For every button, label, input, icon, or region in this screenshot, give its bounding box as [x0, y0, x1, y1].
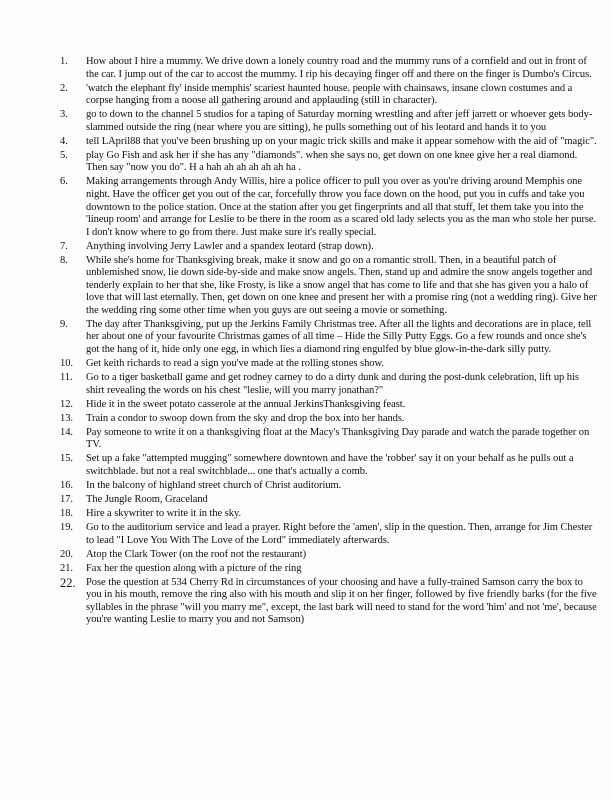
list-item — [60, 176, 598, 239]
item-text: Pay someone to write it on a thanksgiving float at the Macy's Thanksgiving Day parade and watch the parade together on TV. — [86, 426, 590, 451]
item-number: 13. — [60, 412, 73, 424]
list-item — [60, 549, 598, 562]
item-number: 14. — [60, 426, 73, 438]
list-item — [60, 136, 598, 149]
item-text: play Go Fish and ask her if she has any "diamonds". when she says no, get down on one knee give her a real diamond. Then say "now you do". H a hah ah ah ah ah ah ha . — [86, 149, 578, 174]
item-number: 2. — [60, 82, 68, 94]
item-number: 8. — [60, 254, 68, 266]
item-text: While she's home for Thanksgiving break, make it snow and go on a romantic stroll. Then, in a beautiful patch of unblemished snow, lie down side-by-side and make snow angels. Then, stand up and admire the snow angels together and tenderly explain to her that she, like Frosty, is like a snow angel that has come to life and that she has given you a halo of love that will last eternally. Then, get down on one knee and present her with a promise ring (not a wedding ring). Give her the wedding ring some other time when you guys are out seeing a movie or something. — [86, 254, 597, 316]
item-number: 11. — [60, 372, 73, 384]
item-text: The day after Thanksgiving, put up the Jerkins Family Christmas tree. After all the lights and decorations are in place, tell her about one of your favourite Christmas games of all time – Hide the Silly Putty Eggs. Go a few rounds and once she's got the hang of it, hide only one egg, in which lies a diamond ring engulfed by blue glow-in-the-dark silly putty. — [86, 318, 592, 356]
list-item — [60, 241, 598, 254]
item-number: 7. — [60, 240, 68, 252]
list-item — [60, 480, 598, 493]
item-text: Set up a fake "attempted mugging" somewhere downtown and have the 'robber' say it on your behalf as he pulls out a switchblade. but not a real switchblade... one that's actually a comb. — [86, 453, 574, 477]
list-item — [60, 413, 598, 426]
item-text: Pose the question at 534 Cherry Rd in circumstances of your choosing and have a fully-trained Samson carry the box to you in his mouth, remove the ring also with his mouth and slip it on her finger, followed by five friendly barks (for the five syllables in the phrase "will you marry me", except, the last bark will need to stand for the word 'him' and not 'me', because you're wanting Leslie to marry you and not Samson) — [86, 576, 597, 626]
item-text: Hire a skywriter to write it in the sky. — [86, 508, 242, 520]
list-item — [60, 508, 598, 521]
item-text: tell LApril88 that you've been brushing up on your magic trick skills and make it appear somehow with the aid of "magic". — [86, 135, 597, 147]
item-number: 16. — [60, 480, 73, 491]
list-item — [60, 453, 598, 478]
list-item — [60, 427, 598, 452]
item-text: Go to a tiger basketball game and get rodney carney to do a dirty dunk and during the post-dunk celebration, lift up his shirt revealing the words on his chest "leslie, will you marry jonathan?" — [86, 372, 579, 396]
item-text: Atop the Clark Tower (on the roof not the restaurant) — [86, 548, 307, 560]
list-item — [60, 563, 598, 576]
list-item — [60, 494, 598, 507]
item-number: 17. — [60, 494, 73, 506]
item-text: go to down to the channel 5 studios for a taping of Saturday morning wrestling and after jeff jarrett or whoever gets body-slammed outside the ring (near where you are sitting), he pulls something out of his leotard and hands it to you — [86, 109, 593, 133]
item-text: Go to the auditorium service and lead a prayer. Right before the 'amen', slip in the question. Then, arrange for Jim Chester to lead "I Love You With The Love of the Lord" immediately afterwards. — [86, 522, 593, 546]
item-text: Train a condor to swoop down from the sky and drop the box into her hands. — [86, 412, 405, 424]
item-number: 12. — [60, 398, 73, 410]
item-text: Fax her the question along with a picture of the ring — [86, 562, 302, 574]
list-item — [60, 372, 598, 397]
item-text: Making arrangements through Andy Willis, hire a police officer to pull you over as you're driving around Memphis one night. Have the officer get you out of the car, forcefully throw you face down on the hood, put you in cuffs and take you downtown to the police station. Once at the station after you get fingerprints and all that stuff, let them take you into the 'lineup room' and arrange for Leslie to be there in the room as a scared old lady selects you as the man who stole her purse. I don't know where to go from there. Just make sure it's really special. — [86, 176, 597, 238]
item-text: The Jungle Room, Graceland — [86, 494, 208, 506]
item-number: 5. — [60, 149, 68, 161]
item-number: 1. — [60, 56, 68, 67]
item-text: Anything involving Jerry Lawler and a spandex leotard (strap down). — [86, 240, 374, 252]
item-number: 20. — [60, 548, 73, 560]
list-item — [60, 399, 598, 412]
list-item — [60, 255, 598, 318]
item-text: In the balcony of highland street church of Christ auditorium. — [86, 480, 342, 491]
list-item — [60, 319, 598, 357]
list-item — [60, 83, 598, 108]
item-number: 9. — [60, 318, 68, 330]
item-text: How about I hire a mummy. We drive down a lonely country road and the mummy runs of a cornfield and out in front of the car. I jump out of the car to accost the mummy. I rip his decaying finger off and there on the finger is Dumbo's Circus. — [86, 56, 592, 80]
list-item — [60, 358, 598, 371]
item-text: Hide it in the sweet potato casserole at the annual JerkinsThanksgiving feast. — [86, 398, 406, 410]
list-item — [60, 522, 598, 547]
item-number: 6. — [60, 176, 68, 188]
list-item — [60, 150, 598, 175]
list-item — [60, 56, 598, 81]
item-text: Get keith richards to read a sign you've made at the rolling stones show. — [86, 358, 384, 370]
item-number: 19. — [60, 522, 73, 534]
proposal-ideas-list — [60, 56, 598, 629]
item-number: 10. — [60, 358, 73, 370]
item-number: 18. — [60, 508, 73, 520]
item-text: 'watch the elephant fly' inside memphis' scariest haunted house. people with chainsaws, insane clown costumes and a corpse hanging from a noose all gathering around and applauding (still in character). — [86, 82, 573, 107]
item-number: 4. — [60, 135, 68, 147]
list-item — [60, 577, 598, 627]
item-number: 22. — [60, 575, 76, 590]
list-item — [60, 109, 598, 134]
item-number: 3. — [60, 109, 68, 121]
item-number: 15. — [60, 453, 73, 465]
item-number: 21. — [60, 562, 73, 574]
